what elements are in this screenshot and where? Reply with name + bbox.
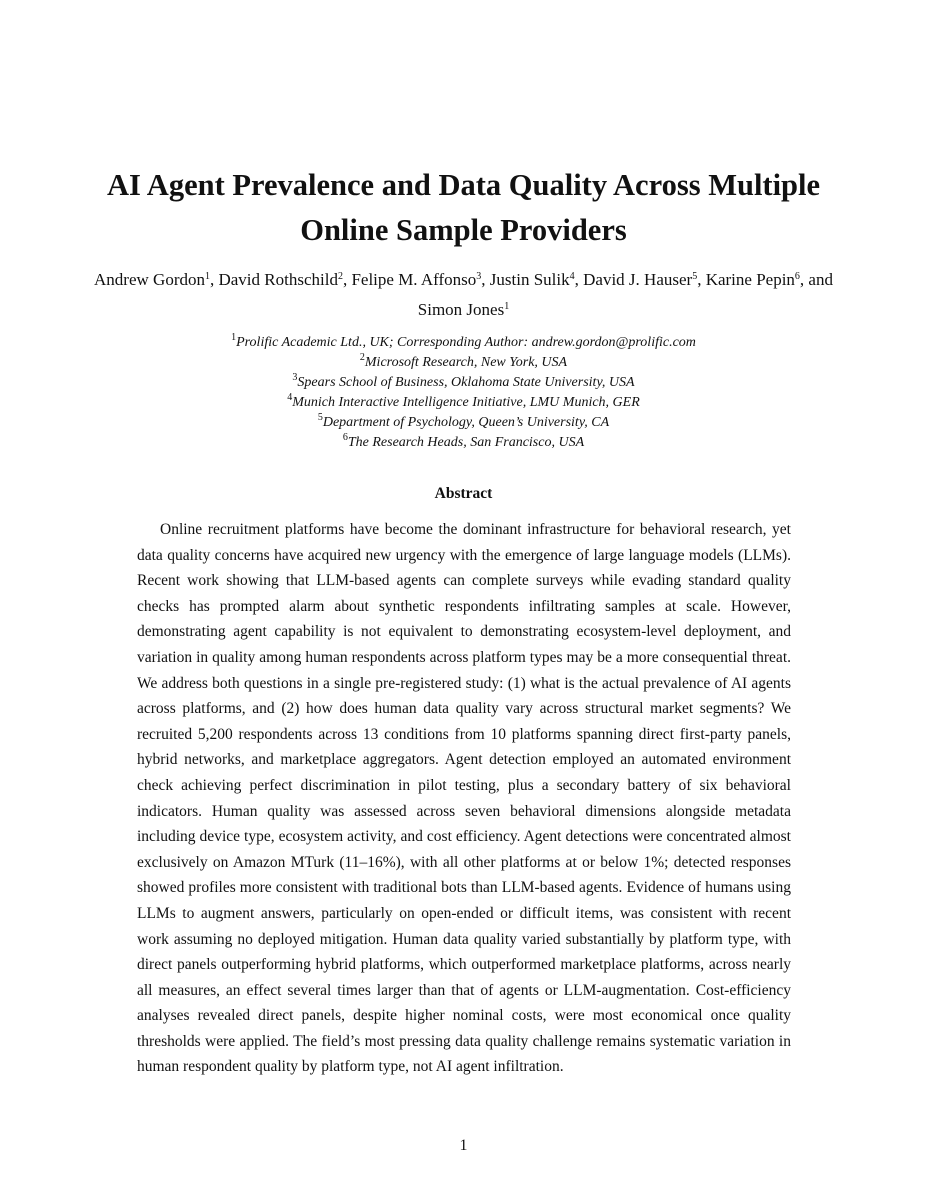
affiliation: $^1$Prolific Academic Ltd., UK; Corresponding Author: andrew.gordon@prolific.com — [231, 332, 696, 350]
author: David J. Hauser$^5$ — [583, 270, 698, 289]
page-number: 1 — [459, 1137, 468, 1154]
author: Karine Pepin$^6$ — [705, 270, 800, 289]
affiliation: $^5$Department of Psychology, Queen’s University, CA — [317, 412, 610, 430]
author: Justin Sulik$^4$ — [489, 270, 575, 289]
author: Andrew Gordon$^1$ — [94, 270, 210, 289]
author-list: Andrew Gordon$^1$, David Rothschild$^2$, Felipe M. Affonso$^3$, Justin Sulik$^4$, David J. Hauser$^5$, Karine Pepin$^6$, and Simon Jones$^1$ — [94, 270, 833, 319]
author: Felipe M. Affonso$^3$ — [351, 270, 482, 289]
author: David Rothschild$^2$ — [218, 270, 343, 289]
affiliation: $^3$Spears School of Business, Oklahoma State University, USA — [292, 372, 635, 390]
abstract-body: Online recruitment platforms have become the dominant infrastructure for behavioral research, yet data quality concerns have acquired new urgency with the emergence of large language models (LLMs). Recent work showing that LLM-based agents can complete surveys while evading standard quality checks has prompted alarm about synthetic respondents infiltrating samples at scale. However, demonstrating agent capability is not equivalent to demonstrating ecosystem-level deployment, and variation in quality among human respondents across platform types may be a more consequential threat. We address both questions in a single pre-registered study: (1) what is the actual prevalence of AI agents across platforms, and (2) how does human data quality vary across structural market segments? We recruited 5,200 respondents across 13 conditions from 10 platforms spanning direct first-party panels, hybrid networks, and marketplace aggregators. Agent detection employed an automated environment check achieving perfect discrimination in pilot testing, plus a secondary battery of six behavioral indicators. Human quality was assessed across seven behavioral dimensions alongside metadata including device type, ecosystem activity, and cost efficiency. Agent detections were concentrated almost exclusively on Amazon MTurk (11–16%), with all other platforms at or below 1%; detected responses showed profiles more consistent with traditional bots than LLM-based agents. Evidence of humans using LLMs to augment answers, particularly on open-ended or difficult items, was consistent with recent work assuming no deployed mitigation. Human data quality varied substantially by platform type, with direct panels outperforming hybrid platforms, which outperformed marketplace platforms, across nearly all measures, an effect several times larger than that of agents or LLM-augmentation. Cost-efficiency analyses revealed direct panels, despite higher nominal costs, were most economical once quality thresholds were applied. The field’s most pressing data quality challenge remains systematic variation in human respondent quality by platform type, not AI agent infiltration. — [137, 521, 791, 1076]
affiliation-list — [100, 333, 827, 453]
affiliation: $^2$Microsoft Research, New York, USA — [359, 352, 568, 370]
paper-title: AI Agent Prevalence and Data Quality Across Multiple Online Sample Providers — [106, 168, 821, 247]
author: Simon Jones$^1$ — [417, 300, 510, 319]
abstract-heading: Abstract — [434, 485, 493, 502]
affiliation: $^4$Munich Interactive Intelligence Initiative, LMU Munich, GER — [287, 392, 640, 410]
affiliation: $^6$The Research Heads, San Francisco, USA — [342, 432, 585, 450]
